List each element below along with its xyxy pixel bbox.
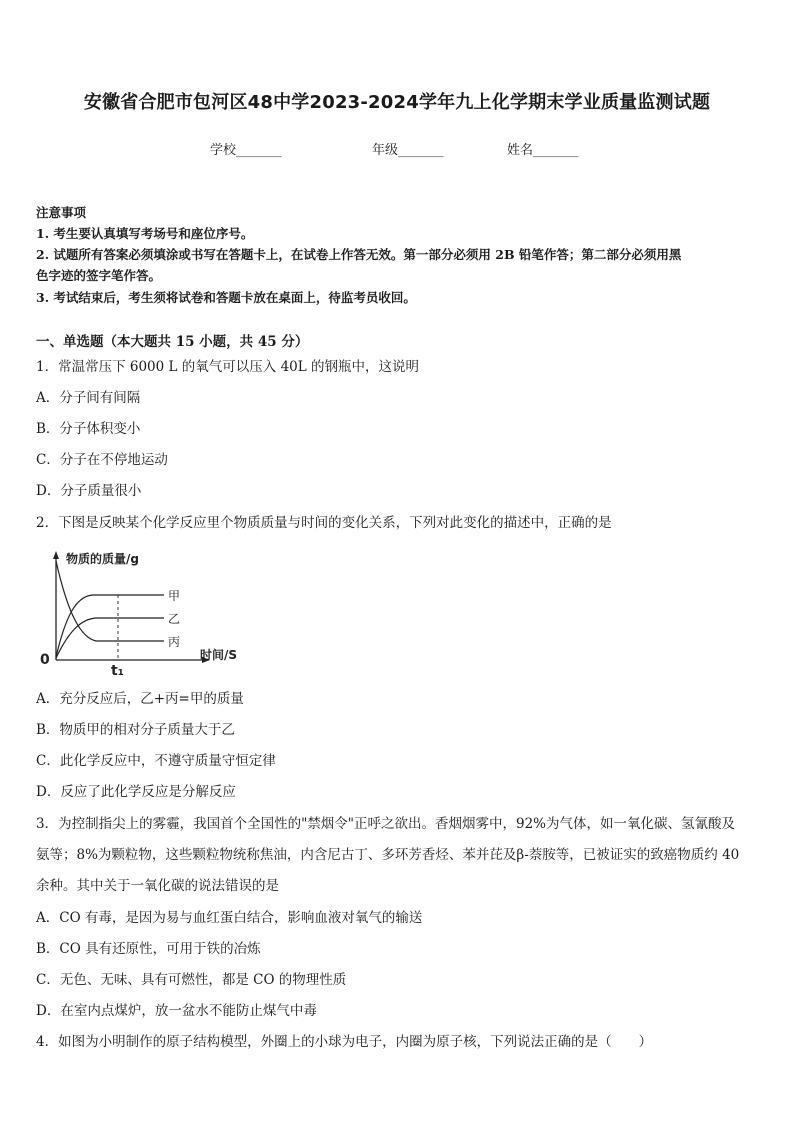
x-axis-label: 时间/S bbox=[200, 648, 238, 662]
q3-option-a[interactable]: A．CO 有毒，是因为易与血红蛋白结合，影响血液对氧气的输送 bbox=[36, 910, 423, 926]
q2-stem: 2．下图是反映某个化学反应里个物质质量与时间的变化关系，下列对此变化的描述中，正确的是 bbox=[36, 515, 612, 531]
series-jia-label: 甲 bbox=[168, 589, 181, 603]
notice-heading: 注意事项 bbox=[36, 205, 87, 220]
mass-time-chart bbox=[36, 545, 246, 680]
series-bing-line bbox=[56, 561, 164, 641]
q3-option-b[interactable]: B．CO 具有还原性，可用于铁的冶炼 bbox=[36, 941, 261, 957]
q3-option-d[interactable]: D．在室内点煤炉，放一盆水不能防止煤气中毒 bbox=[36, 1003, 317, 1019]
q2-option-b[interactable]: B．物质甲的相对分子质量大于乙 bbox=[36, 722, 235, 738]
q3-stem-line-3: 余种。其中关于一氧化碳的说法错误的是 bbox=[36, 878, 279, 894]
series-yi-label: 乙 bbox=[168, 612, 181, 626]
section-heading: 一、单选题（本大题共 15 小题，共 45 分） bbox=[36, 334, 309, 350]
notice-item-3: 3. 考试结束后，考生须将试卷和答题卡放在桌面上，待监考员收回。 bbox=[36, 290, 416, 305]
series-yi-line bbox=[56, 618, 164, 658]
series-bing-label: 丙 bbox=[168, 635, 181, 649]
name-field[interactable]: 姓名_______ bbox=[507, 143, 579, 158]
q2-option-c[interactable]: C．此化学反应中，不遵守质量守恒定律 bbox=[36, 753, 276, 769]
y-axis-label: 物质的质量/g bbox=[66, 552, 139, 566]
q1-option-b[interactable]: B．分子体积变小 bbox=[36, 421, 141, 437]
q1-option-a[interactable]: A．分子间有间隔 bbox=[36, 390, 141, 406]
exam-title: 安徽省合肥市包河区48中学2023-2024学年九上化学期末学业质量监测试题 bbox=[83, 92, 711, 113]
school-field[interactable]: 学校_______ bbox=[210, 143, 282, 158]
q3-option-c[interactable]: C．无色、无味、具有可燃性，都是 CO 的物理性质 bbox=[36, 972, 347, 988]
notice-item-2: 2. 试题所有答案必须填涂或书写在答题卡上，在试卷上作答无效。第一部分必须用 2B 铅笔作答；第二部分必须用黑 bbox=[36, 247, 682, 262]
t1-label: t₁ bbox=[111, 663, 124, 679]
q2-option-a[interactable]: A．充分反应后，乙+丙=甲的质量 bbox=[36, 691, 244, 707]
q4-stem: 4．如图为小明制作的原子结构模型，外圈上的小球为电子，内圈为原子核，下列说法正确的是（ ） bbox=[36, 1034, 653, 1050]
y-axis-arrow bbox=[53, 551, 59, 559]
q3-stem-line-2: 氨等；8%为颗粒物，这些颗粒物统称焦油，内含尼古丁、多环芳香烃、苯并芘及β-萘胺等，已被证实的致癌物质约 40 bbox=[36, 847, 740, 863]
origin-label: 0 bbox=[40, 652, 50, 668]
series-jia-line bbox=[56, 595, 164, 657]
grade-field[interactable]: 年级_______ bbox=[372, 143, 444, 158]
q1-stem: 1．常温常压下 6000 L 的氧气可以压入 40L 的钢瓶中，这说明 bbox=[36, 359, 420, 375]
q3-stem-line-1: 3．为控制指尖上的雾霾，我国首个全国性的"禁烟令"正呼之欲出。香烟烟雾中，92%为气体，如一氧化碳、氢氰酸及 bbox=[36, 816, 736, 832]
q2-option-d[interactable]: D．反应了此化学反应是分解反应 bbox=[36, 784, 236, 800]
q1-option-d[interactable]: D．分子质量很小 bbox=[36, 483, 142, 499]
notice-item-1: 1. 考生要认真填写考场号和座位序号。 bbox=[36, 226, 254, 241]
notice-item-2-cont: 色字迹的签字笔作答。 bbox=[36, 268, 162, 283]
q1-option-c[interactable]: C．分子在不停地运动 bbox=[36, 452, 168, 468]
